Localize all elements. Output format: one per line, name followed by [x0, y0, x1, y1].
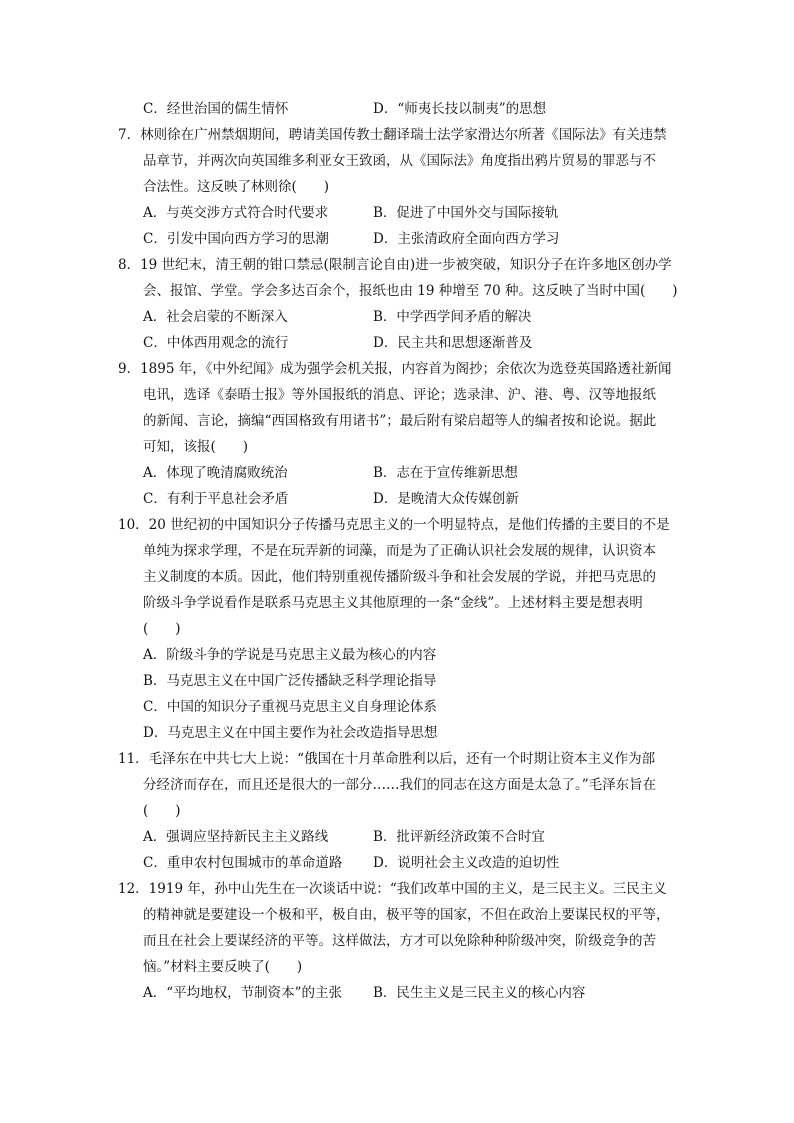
question-9-option-b: B．志在于宣传维新思想: [373, 465, 518, 481]
question-11-option-b: B．批评新经济政策不合时宜: [373, 829, 545, 845]
question-10-option-b: B．马克思主义在中国广泛传播缺乏科学理论指导: [143, 673, 437, 689]
question-11-option-d: D．说明社会主义改造的迫切性: [373, 855, 560, 871]
question-12-line-3: 而且在社会上要谋经济的平等。这样做法，方才可以免除种种阶级冲突，阶级竞争的苦: [143, 933, 656, 949]
question-9-option-d: D．是晚清大众传媒创新: [373, 491, 519, 507]
question-8-line-1: 8．19 世纪末，清王朝的钳口禁忌(限制言论自由)进一步被突破，知识分子在许多地区创办学: [118, 257, 672, 273]
question-12-line-2: 的精神就是要建设一个极和平，极自由，极平等的国家，不但在政治上要谋民权的平等，: [143, 907, 670, 923]
question-10-line-5: ( ): [143, 621, 181, 637]
question-7-line-3: 合法性。这反映了林则徐( ): [143, 179, 330, 195]
question-12-option-b: B．民生主义是三民主义的核心内容: [373, 985, 586, 1001]
question-9-option-a: A．体现了晚清腐败统治: [143, 465, 288, 481]
question-8-option-b: B．中学西学间矛盾的解决: [373, 309, 532, 325]
question-9-line-4: 可知，该报( ): [143, 439, 249, 455]
option-c: C．经世治国的儒生情怀: [143, 101, 289, 117]
question-10-option-d: D．马克思主义在中国主要作为社会改造指导思想: [143, 725, 438, 741]
question-7-option-a: A．与英交涉方式符合时代要求: [143, 205, 329, 221]
question-7-option-c: C．引发中国向西方学习的思潮: [143, 231, 329, 247]
question-7-option-b: B．促进了中国外交与国际接轨: [373, 205, 559, 221]
question-12-line-4: 恼。”材料主要反映了( ): [143, 959, 303, 975]
question-10-option-a: A．阶级斗争的学说是马克思主义最为核心的内容: [143, 647, 437, 663]
question-7-option-d: D．主张清政府全面向西方学习: [373, 231, 560, 247]
question-11-line-1: 11．毛泽东在中共七大上说：“俄国在十月革命胜利以后，还有一个时期让资本主义作为部: [118, 751, 656, 767]
question-11-line-3: ( ): [143, 803, 181, 819]
question-7-line-1: 7．林则徐在广州禁烟期间，聘请美国传教士翻译瑞士法学家滑达尔所著《国际法》有关违禁: [118, 127, 667, 143]
question-7-line-2: 品章节，并两次向英国维多利亚女王致函，从《国际法》角度指出鸦片贸易的罪恶与不: [143, 153, 656, 169]
option-d: D．“师夷长技以制夷”的思想: [373, 101, 547, 117]
question-11-option-c: C．重申农村包围城市的革命道路: [143, 855, 343, 871]
question-8-option-a: A．社会启蒙的不断深入: [143, 309, 288, 325]
question-9-line-1: 9．1895 年，《中外纪闻》成为强学会机关报，内容首为阁抄；余依次为选登英国路透社新闻: [118, 361, 672, 377]
question-10-line-2: 单纯为探求学理，不是在玩弄新的词藻，而是为了正确认识社会发展的规律，认识资本: [143, 543, 656, 559]
question-8-option-d: D．民主共和思想逐渐普及: [373, 335, 533, 351]
question-10-option-c: C．中国的知识分子重视马克思主义自身理论体系: [143, 699, 437, 715]
question-11-line-2: 分经济而存在，而且还是很大的一部分……我们的同志在这方面是太急了。”毛泽东旨在: [143, 777, 657, 793]
question-9-option-c: C．有利于平息社会矛盾: [143, 491, 289, 507]
question-9-line-2: 电讯，选译《泰晤士报》等外国报纸的消息、评论；选录津、沪、港、粤、汉等地报纸: [143, 387, 656, 403]
question-11-option-a: A．强调应坚持新民主主义路线: [143, 829, 329, 845]
question-12-option-a: A．“平均地权，节制资本”的主张: [143, 985, 343, 1001]
question-8-line-2: 会、报馆、学堂。学会多达百余个，报纸也由 19 种增至 70 种。这反映了当时中国( ): [143, 283, 678, 299]
question-9-line-3: 的新闻、言论，摘编“西国格致有用诸书”；最后附有梁启超等人的编者按和论说。据此: [143, 413, 657, 429]
question-10-line-1: 10．20 世纪初的中国知识分子传播马克思主义的一个明显特点，是他们传播的主要目的不是: [118, 517, 670, 533]
question-12-line-1: 12．1919 年，孙中山先生在一次谈话中说：“我们改革中国的主义，是三民主义。三民主义: [118, 881, 667, 897]
question-8-option-c: C．中体西用观念的流行: [143, 335, 289, 351]
question-10-line-4: 阶级斗争学说看作是联系马克思主义其他原理的一条“金线”。上述材料主要是想表明: [143, 595, 643, 611]
question-10-line-3: 主义制度的本质。因此，他们特别重视传播阶级斗争和社会发展的学说，并把马克思的: [143, 569, 656, 585]
